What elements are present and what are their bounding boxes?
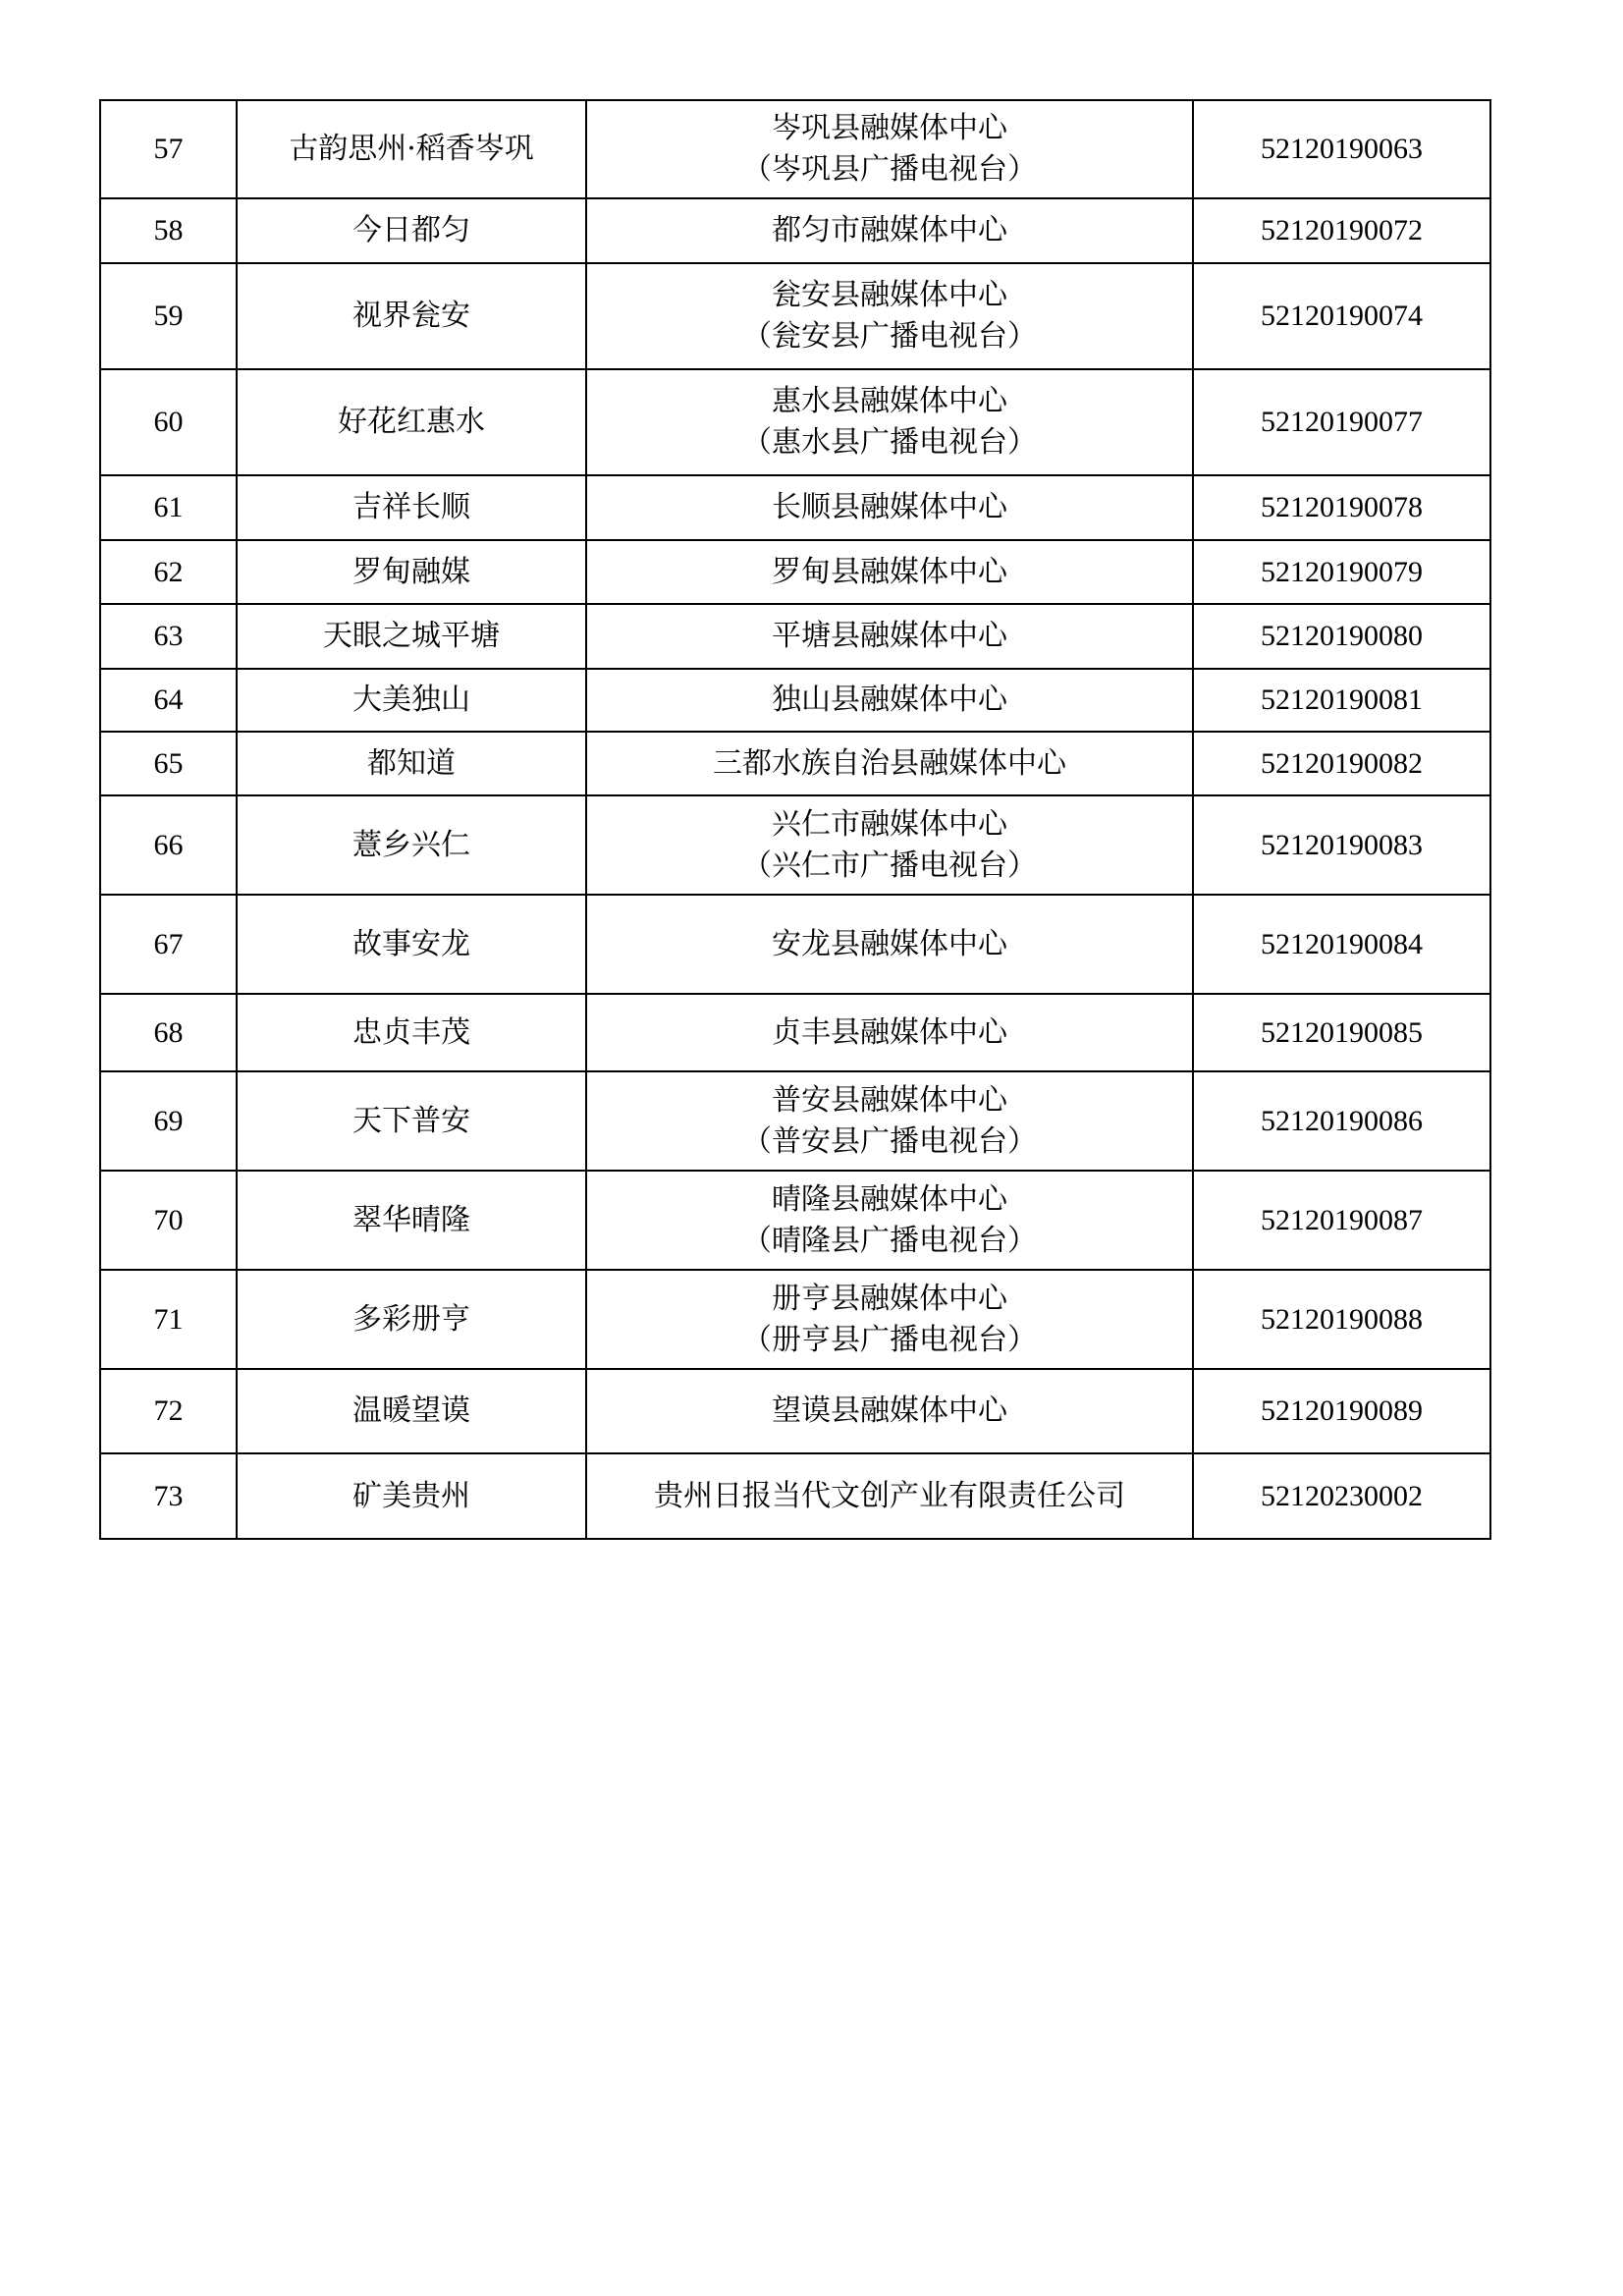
row-number: 58: [100, 198, 237, 263]
account-name: 视界瓮安: [237, 263, 586, 369]
organization-line: 普安县融媒体中心: [772, 1082, 1007, 1118]
organization-cell: [586, 994, 1193, 1071]
organization-line: 瓮安县融媒体中心: [772, 278, 1007, 312]
table-row: [100, 369, 1490, 475]
organization-cell: [586, 604, 1193, 669]
account-name: 忠贞丰茂: [237, 994, 586, 1071]
table-row: [100, 198, 1490, 263]
organization-line: 岑巩县融媒体中心: [772, 111, 1007, 145]
row-number: 71: [100, 1270, 237, 1369]
organization-cell: [586, 1369, 1193, 1453]
organization-cell: [586, 475, 1193, 540]
organization-cell: [586, 669, 1193, 732]
organization-line: 长顺县融媒体中心: [772, 490, 1007, 524]
registration-code: 52120190072: [1193, 198, 1490, 263]
organization-line: 贞丰县融媒体中心: [772, 1014, 1007, 1050]
organization-cell: [586, 369, 1193, 475]
account-name: 天眼之城平塘: [237, 604, 586, 669]
organization-line: 册亨县融媒体中心: [772, 1281, 1007, 1316]
organization-line: 望谟县融媒体中心: [772, 1394, 1007, 1428]
account-name: 薏乡兴仁: [237, 795, 586, 895]
table-row: [100, 263, 1490, 369]
table-row: [100, 540, 1490, 604]
table-row: [100, 669, 1490, 732]
organization-cell: [586, 895, 1193, 994]
account-name: 好花红惠水: [237, 369, 586, 475]
table-row: [100, 994, 1490, 1071]
row-number: 72: [100, 1369, 237, 1453]
registration-code: 52120190088: [1193, 1270, 1490, 1369]
row-number: 62: [100, 540, 237, 604]
organization-line: 罗甸县融媒体中心: [772, 554, 1007, 589]
organization-line: （晴隆县广播电视台）: [742, 1223, 1037, 1258]
table-row: [100, 732, 1490, 795]
table-row: [100, 475, 1490, 540]
organization-line: 平塘县融媒体中心: [772, 619, 1007, 653]
row-number: 61: [100, 475, 237, 540]
row-number: 67: [100, 895, 237, 994]
registration-code: 52120190079: [1193, 540, 1490, 604]
organization-line: （瓮安县广播电视台）: [742, 319, 1037, 354]
row-number: 68: [100, 994, 237, 1071]
organization-line: （岑巩县广播电视台）: [742, 152, 1037, 187]
organization-line: 独山县融媒体中心: [772, 683, 1007, 717]
organization-line: 惠水县融媒体中心: [772, 384, 1007, 418]
table-body: [100, 100, 1490, 1539]
organization-line: （普安县广播电视台）: [742, 1123, 1037, 1159]
account-name: 古韵思州·稻香岑巩: [237, 100, 586, 198]
row-number: 66: [100, 795, 237, 895]
account-name: 矿美贵州: [237, 1453, 586, 1539]
row-number: 57: [100, 100, 237, 198]
organization-cell: [586, 198, 1193, 263]
organization-line: （册亨县广播电视台）: [742, 1322, 1037, 1357]
table-row: [100, 1369, 1490, 1453]
registration-code: 52120190063: [1193, 100, 1490, 198]
organization-cell: [586, 1270, 1193, 1369]
registration-code: 52120230002: [1193, 1453, 1490, 1539]
registration-code: 52120190074: [1193, 263, 1490, 369]
organization-cell: [586, 1071, 1193, 1171]
registration-code: 52120190077: [1193, 369, 1490, 475]
account-name: 吉祥长顺: [237, 475, 586, 540]
registration-code: 52120190080: [1193, 604, 1490, 669]
table-row: [100, 1270, 1490, 1369]
account-name: 罗甸融媒: [237, 540, 586, 604]
organization-cell: [586, 100, 1193, 198]
account-name: 都知道: [237, 732, 586, 795]
account-name: 翠华晴隆: [237, 1171, 586, 1270]
registration-code: 52120190081: [1193, 669, 1490, 732]
organization-line: 兴仁市融媒体中心: [772, 806, 1007, 842]
organization-cell: [586, 540, 1193, 604]
account-name: 故事安龙: [237, 895, 586, 994]
registration-code: 52120190087: [1193, 1171, 1490, 1270]
registration-code: 52120190083: [1193, 795, 1490, 895]
table-row: [100, 895, 1490, 994]
organization-line: （兴仁市广播电视台）: [742, 847, 1037, 883]
row-number: 64: [100, 669, 237, 732]
row-number: 65: [100, 732, 237, 795]
table-row: [100, 1171, 1490, 1270]
registration-code: 52120190089: [1193, 1369, 1490, 1453]
account-name: 天下普安: [237, 1071, 586, 1171]
account-name: 温暖望谟: [237, 1369, 586, 1453]
table-row: [100, 1453, 1490, 1539]
account-name: 多彩册亨: [237, 1270, 586, 1369]
registration-code: 52120190084: [1193, 895, 1490, 994]
registration-code: 52120190085: [1193, 994, 1490, 1071]
organization-line: 三都水族自治县融媒体中心: [713, 745, 1066, 781]
row-number: 59: [100, 263, 237, 369]
table-row: [100, 604, 1490, 669]
table-row: [100, 1071, 1490, 1171]
account-name: 今日都匀: [237, 198, 586, 263]
row-number: 69: [100, 1071, 237, 1171]
organization-line: 贵州日报当代文创产业有限责任公司: [654, 1478, 1125, 1513]
row-number: 60: [100, 369, 237, 475]
organization-cell: [586, 795, 1193, 895]
organization-line: （惠水县广播电视台）: [742, 425, 1037, 460]
registration-code: 52120190078: [1193, 475, 1490, 540]
organization-cell: [586, 1453, 1193, 1539]
registration-code: 52120190082: [1193, 732, 1490, 795]
organization-cell: [586, 263, 1193, 369]
row-number: 73: [100, 1453, 237, 1539]
registration-code: 52120190086: [1193, 1071, 1490, 1171]
organization-line: 晴隆县融媒体中心: [772, 1181, 1007, 1217]
row-number: 70: [100, 1171, 237, 1270]
organization-cell: [586, 1171, 1193, 1270]
account-name: 大美独山: [237, 669, 586, 732]
organization-line: 安龙县融媒体中心: [772, 926, 1007, 961]
row-number: 63: [100, 604, 237, 669]
media-listing-table: [99, 99, 1491, 1540]
organization-line: 都匀市融媒体中心: [772, 213, 1007, 247]
organization-cell: [586, 732, 1193, 795]
table-row: [100, 100, 1490, 198]
table-row: [100, 795, 1490, 895]
